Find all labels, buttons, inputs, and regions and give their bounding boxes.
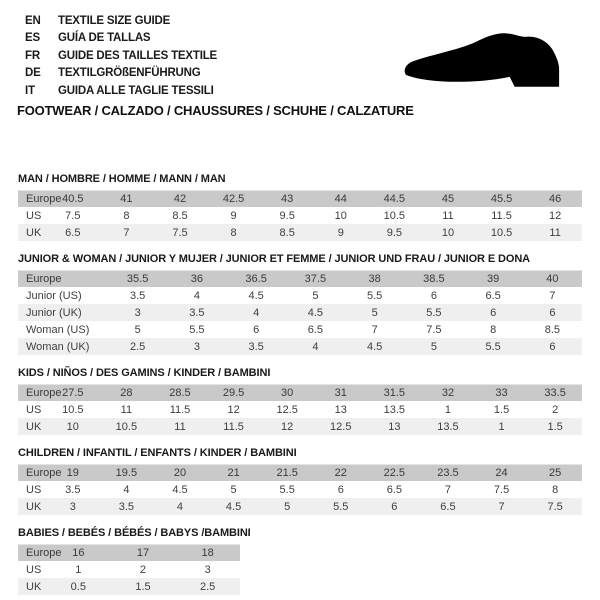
size-cell: 7.5 (547, 500, 563, 513)
size-table-grid (18, 190, 582, 241)
size-cell: 36.5 (245, 273, 267, 285)
size-cell: 11 (549, 226, 561, 239)
size-cell: 6.5 (485, 289, 501, 302)
row-label: Junior (UK) (26, 306, 82, 319)
size-cell: 5.5 (189, 323, 205, 336)
size-cell: 5.5 (366, 289, 383, 302)
size-cell: 4.5 (307, 306, 324, 319)
size-cell: 7.5 (493, 483, 510, 496)
table-row (18, 321, 582, 338)
size-cell: 6 (490, 306, 497, 319)
size-cell: 7 (549, 289, 556, 302)
size-table-grid (18, 270, 582, 355)
shoe-icon (400, 30, 568, 94)
size-cell: 21.5 (276, 467, 298, 479)
table-row (18, 304, 582, 321)
language-list (25, 12, 217, 100)
size-cell: 28.5 (169, 387, 191, 399)
size-cell: 8.5 (279, 226, 295, 239)
table-row (18, 578, 240, 595)
size-table (18, 446, 582, 515)
size-cell: 31.5 (383, 387, 406, 399)
size-cell: 6 (549, 306, 556, 319)
size-cell: 11.5 (169, 403, 191, 416)
size-cell: 42.5 (222, 193, 245, 205)
size-cell: 3.5 (118, 500, 135, 513)
size-cell: 12 (227, 403, 240, 416)
size-cell: 44 (334, 193, 347, 205)
size-cell: 8 (490, 323, 497, 336)
language-title: GUÍA DE TALLAS (58, 32, 151, 45)
size-cell: 3.5 (129, 289, 146, 302)
size-table-grid (18, 384, 582, 435)
size-cell: 9.5 (279, 209, 295, 222)
language-title: TEXTILE SIZE GUIDE (58, 14, 171, 27)
size-cell: 5.5 (426, 306, 442, 319)
size-cell: 8.5 (544, 323, 561, 336)
table-row (18, 224, 582, 241)
table-row (18, 270, 582, 287)
size-cell: 4 (176, 500, 184, 513)
row-label: Woman (US) (26, 323, 90, 336)
row-label: Europe (26, 273, 62, 285)
size-cell: 7 (498, 500, 505, 513)
size-cell: 10.5 (490, 226, 513, 239)
size-cell: 41 (120, 193, 133, 205)
row-label: Europe (26, 467, 62, 479)
table-row (18, 481, 582, 498)
size-cell: 2 (552, 403, 559, 416)
row-label: US (26, 563, 42, 576)
size-cell: 45.5 (490, 193, 513, 205)
size-cell: 33.5 (544, 387, 566, 399)
table-row (18, 498, 582, 515)
size-cell: 7.5 (172, 226, 188, 239)
size-cell: 4 (312, 340, 319, 353)
language-row (25, 82, 217, 100)
size-cell: 43 (281, 193, 294, 205)
table-row (18, 384, 582, 401)
size-table (18, 526, 582, 595)
language-row (25, 47, 217, 65)
size-cell: 7 (371, 323, 378, 336)
size-table (18, 172, 582, 241)
language-code: DE (25, 67, 41, 80)
size-cell: 3.5 (65, 483, 81, 496)
language-row (25, 65, 217, 83)
row-label: US (26, 209, 42, 222)
size-cell: 7 (123, 226, 130, 239)
size-cell: 18 (201, 547, 214, 559)
size-cell: 5.5 (279, 483, 295, 496)
size-cell: 1.5 (547, 420, 563, 433)
size-cell: 7 (444, 483, 452, 496)
size-cell: 16 (72, 547, 85, 559)
row-label: Woman (UK) (26, 340, 90, 353)
size-cell: 5 (430, 340, 437, 353)
table-title: CHILDREN / INFANTIL / ENFANTS / KINDER / BAMBINI (18, 447, 297, 459)
size-cell: 8 (552, 483, 559, 496)
size-cell: 6.5 (65, 226, 81, 239)
category-heading: FOOTWEAR / CALZADO / CHAUSSURES / SCHUHE / CALZATURE (17, 103, 414, 118)
size-cell: 1 (444, 403, 452, 416)
size-cell: 5.5 (485, 340, 501, 353)
size-cell: 1.5 (493, 403, 510, 416)
row-label: UK (26, 420, 42, 433)
size-cell: 12.5 (330, 420, 352, 433)
size-cell: 36 (190, 273, 203, 285)
size-cell: 45 (441, 193, 455, 205)
size-cell: 44.5 (383, 193, 406, 205)
size-cell: 5.5 (333, 500, 349, 513)
size-cell: 6 (430, 289, 437, 302)
size-cell: 13 (334, 403, 347, 416)
size-cell: 5 (284, 500, 291, 513)
size-cell: 10.5 (62, 403, 84, 416)
table-row (18, 418, 582, 435)
size-cell: 12 (281, 420, 294, 433)
row-label: UK (26, 226, 42, 239)
size-cell: 39 (487, 273, 500, 285)
size-cell: 9 (230, 209, 237, 222)
row-label: UK (26, 580, 42, 593)
size-cell: 13 (388, 420, 401, 433)
size-cell: 38.5 (423, 273, 445, 285)
table-row (18, 464, 582, 481)
size-cell: 38 (368, 273, 381, 285)
table-row (18, 338, 582, 355)
size-cell: 2 (139, 563, 147, 576)
size-cell: 8.5 (172, 209, 188, 222)
table-row (18, 207, 582, 224)
table-title: BABIES / BEBÉS / BÉBÉS / BABYS /BAMBINI (18, 527, 251, 539)
row-label: Europe (26, 547, 62, 559)
size-cell: 12.5 (276, 403, 298, 416)
row-label: US (26, 403, 42, 416)
size-cell: 4 (123, 483, 130, 496)
size-cell: 5 (371, 306, 378, 319)
size-cell: 8 (230, 226, 237, 239)
size-cell: 4.5 (366, 340, 383, 353)
table-row (18, 401, 582, 418)
size-cell: 13.5 (383, 403, 406, 416)
table-row (18, 561, 240, 578)
size-cell: 40 (546, 273, 559, 285)
size-table (18, 252, 582, 355)
size-cell: 6.5 (386, 483, 402, 496)
size-cell: 11 (174, 420, 186, 433)
size-cell: 27.5 (62, 387, 84, 399)
row-label: Junior (US) (26, 289, 82, 302)
language-code: FR (25, 49, 40, 62)
size-cell: 46 (549, 193, 562, 205)
size-cell: 23.5 (437, 467, 459, 479)
size-cell: 6.5 (307, 323, 324, 336)
language-row (25, 12, 217, 30)
size-cell: 10.5 (115, 420, 138, 433)
language-title: GUIDE DES TAILLES TEXTILE (58, 49, 217, 62)
size-cell: 3 (134, 306, 141, 319)
table-row (18, 190, 582, 207)
language-title: GUIDA ALLE TAGLIE TESSILI (58, 84, 214, 97)
table-title: JUNIOR & WOMAN / JUNIOR Y MUJER / JUNIOR ET FEMME / JUNIOR UND FRAU / JUNIOR E DONA (18, 253, 531, 265)
size-cell: 30 (281, 387, 294, 399)
size-cell: 3 (69, 500, 76, 513)
size-cell: 22 (334, 467, 347, 479)
size-cell: 40.5 (62, 193, 84, 205)
size-cell: 4.5 (172, 483, 188, 496)
size-cell: 5 (230, 483, 237, 496)
size-cell: 6.5 (440, 500, 456, 513)
row-label: UK (26, 500, 42, 513)
size-cell: 28 (120, 387, 133, 399)
size-cell: 13.5 (437, 420, 459, 433)
size-cell: 2.5 (129, 340, 146, 353)
size-cell: 35.5 (126, 273, 149, 285)
language-title: TEXTILGRÖßENFÜHRUNG (58, 67, 201, 80)
size-cell: 6 (337, 483, 344, 496)
table-title: KIDS / NIÑOS / DES GAMINS / KINDER / BAMBINI (18, 367, 271, 379)
size-cell: 12 (549, 209, 562, 222)
size-cell: 1 (498, 420, 505, 433)
size-cell: 10 (441, 226, 455, 239)
row-label: US (26, 483, 42, 496)
table-title: MAN / HOMBRE / HOMME / MANN / MAN (18, 173, 226, 185)
size-table (18, 366, 582, 435)
size-cell: 33 (495, 387, 508, 399)
size-cell: 10 (66, 420, 79, 433)
size-cell: 4 (193, 289, 200, 302)
table-row (18, 544, 240, 561)
size-cell: 37.5 (304, 273, 327, 285)
size-cell: 2.5 (199, 580, 216, 593)
size-cell: 31 (334, 387, 347, 399)
size-cell: 5 (134, 323, 141, 336)
size-cell: 42 (173, 193, 187, 205)
size-cell: 4 (253, 306, 260, 319)
size-cell: 9.5 (386, 226, 402, 239)
language-code: EN (25, 14, 41, 27)
row-label: Europe (26, 387, 62, 399)
size-cell: 6 (549, 340, 556, 353)
size-cell: 20 (173, 467, 187, 479)
size-cell: 3.5 (248, 340, 264, 353)
size-cell: 17 (136, 547, 150, 559)
size-cell: 3 (204, 563, 211, 576)
table-row (18, 287, 582, 304)
size-cell: 11 (120, 403, 133, 416)
size-cell: 25 (549, 467, 562, 479)
size-cell: 8 (123, 209, 130, 222)
size-cell: 11 (442, 209, 454, 222)
size-table-grid (18, 464, 582, 515)
size-cell: 10.5 (383, 209, 406, 222)
size-cell: 7.5 (426, 323, 442, 336)
size-cell: 11.5 (223, 420, 244, 433)
size-cell: 0.5 (70, 580, 86, 593)
size-cell: 19.5 (115, 467, 138, 479)
size-cell: 4.5 (248, 289, 264, 302)
size-cell: 5 (312, 289, 319, 302)
size-cell: 32 (441, 387, 455, 399)
size-cell: 19 (66, 467, 79, 479)
size-cell: 21 (227, 467, 240, 479)
size-cell: 11.5 (491, 209, 512, 222)
size-cell: 7.5 (65, 209, 81, 222)
size-cell: 1.5 (135, 580, 151, 593)
size-cell: 10 (334, 209, 347, 222)
language-code: IT (25, 84, 35, 97)
size-tables (18, 172, 582, 600)
language-code: ES (25, 32, 40, 45)
row-label: Europe (26, 193, 62, 205)
size-cell: 9 (337, 226, 344, 239)
size-cell: 29.5 (222, 387, 245, 399)
size-table-grid (18, 544, 240, 595)
size-cell: 1 (75, 563, 82, 576)
size-cell: 22.5 (383, 467, 406, 479)
size-cell: 24 (495, 467, 508, 479)
size-cell: 4.5 (225, 500, 242, 513)
size-cell: 6 (253, 323, 260, 336)
size-cell: 3.5 (189, 306, 205, 319)
size-cell: 3 (193, 340, 200, 353)
language-row (25, 30, 217, 48)
size-cell: 6 (391, 500, 398, 513)
